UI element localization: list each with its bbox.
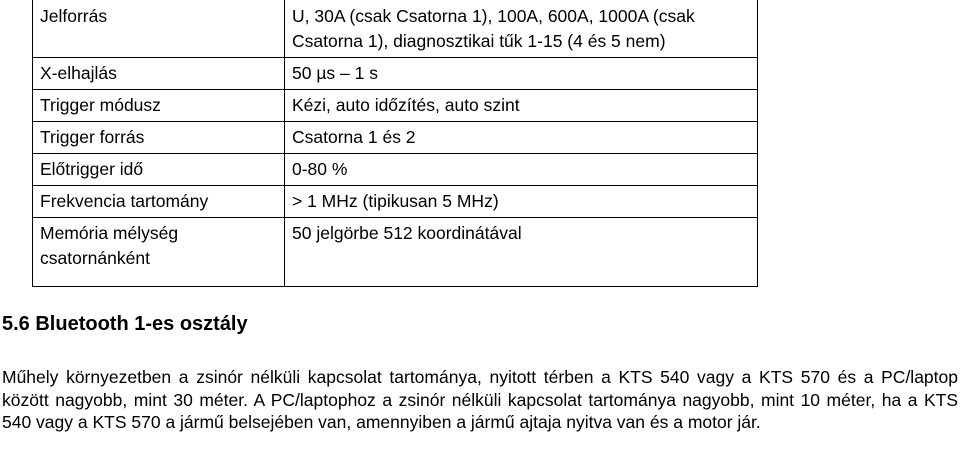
row-value: 50 µs – 1 s [285, 58, 758, 90]
row-label: Trigger módusz [33, 90, 285, 122]
row-value: 0-80 % [285, 154, 758, 186]
table-row [33, 90, 758, 122]
spec-table [32, 0, 758, 287]
table-row [33, 122, 758, 154]
row-value: Csatorna 1 és 2 [285, 122, 758, 154]
row-label: Előtrigger idő [33, 154, 285, 186]
row-value: 50 jelgörbe 512 koordinátával [285, 218, 758, 287]
section-paragraph: Műhely környezetben a zsinór nélküli kapcsolat tartománya, nyitott térben a KTS 540 vagy a KTS 570 és a PC/laptop között nagyobb, mint 30 méter. A PC/laptophoz a zsinór nélküli kapcsolat tartománya nagyobb, mint 10 méter, ha a KTS 540 vagy a KTS 570 a jármű belsejében van, amennyiben a jármű ajtaja nyitva van és a motor jár. [2, 367, 958, 432]
table-row [33, 218, 758, 287]
row-label: Memória mélység csatornánként [33, 218, 285, 287]
row-label: Jelforrás [33, 0, 285, 58]
section-heading: 5.6 Bluetooth 1-es osztály [2, 313, 248, 335]
row-label: X-elhajlás [33, 58, 285, 90]
table-row [33, 0, 758, 58]
table-row [33, 154, 758, 186]
table-row [33, 58, 758, 90]
table-row [33, 186, 758, 218]
row-label: Frekvencia tartomány [33, 186, 285, 218]
row-label: Trigger forrás [33, 122, 285, 154]
row-value: U, 30A (csak Csatorna 1), 100A, 600A, 1000A (csak Csatorna 1), diagnosztikai tűk 1-15 (4 és 5 nem) [285, 0, 758, 58]
row-value: Kézi, auto időzítés, auto szint [285, 90, 758, 122]
row-value: > 1 MHz (tipikusan 5 MHz) [285, 186, 758, 218]
